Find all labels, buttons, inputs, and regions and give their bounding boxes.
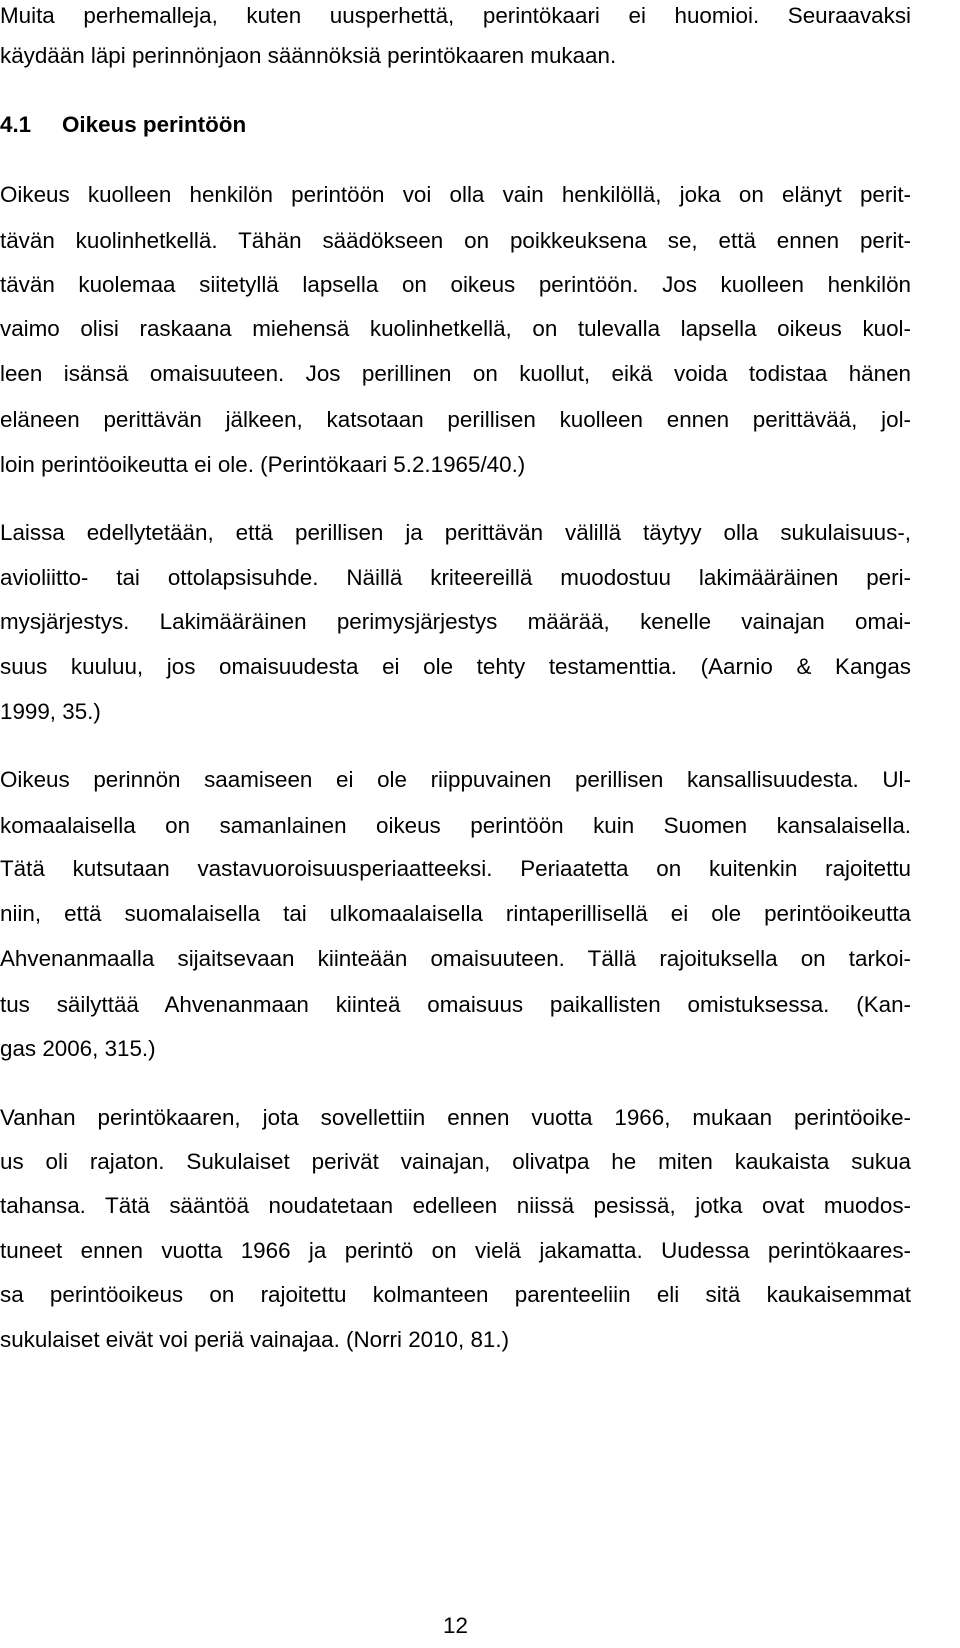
paragraph-line: gas 2006, 315.) [0,1036,156,1061]
paragraph-line: sa perintöoikeus on rajoitettu kolmanteen parenteeliin eli sitä kaukaisemmat [0,1282,911,1307]
paragraph-line: sukulaiset eivät voi periä vainajaa. (Norri 2010, 81.) [0,1327,510,1352]
paragraph-line: niin, että suomalaisella tai ulkomaalaisella rintaperillisellä ei ole perintöoikeutta [0,901,911,926]
paragraph-line: tävän kuolemaa siitetyllä lapsella on oikeus perintöön. Jos kuolleen henkilön [0,272,911,297]
paragraph-line: suus kuuluu, jos omaisuudesta ei ole tehty testamenttia. (Aarnio & Kangas [0,654,911,679]
paragraph-line: 1999, 35.) [0,699,101,724]
paragraph-line: loin perintöoikeutta ei ole. (Perintökaari 5.2.1965/40.) [0,452,526,477]
paragraph-line: Oikeus perinnön saamiseen ei ole riippuvainen perillisen kansallisuudesta. Ul- [0,767,911,792]
paragraph-line: tus säilyttää Ahvenanmaan kiinteä omaisuus paikallisten omistuksessa. (Kan- [0,992,911,1017]
paragraph-line: tahansa. Tätä sääntöä noudatetaan edelleen niissä pesissä, jotka ovat muodos- [0,1193,911,1218]
paragraph-line: Laissa edellytetään, että perillisen ja perittävän välillä täytyy olla sukulaisuus-, [0,520,911,545]
section-heading [0,110,246,140]
paragraph-line: Ahvenanmaalla sijaitsevaan kiinteään omaisuuteen. Tällä rajoituksella on tarkoi- [0,946,911,971]
paragraph-line: vaimo olisi raskaana miehensä kuolinhetkellä, on tulevalla lapsella oikeus kuol- [0,316,911,341]
paragraph-line: komaalaisella on samanlainen oikeus perintöön kuin Suomen kansalaisella. [0,813,911,838]
paragraph-line: us oli rajaton. Sukulaiset perivät vainajan, olivatpa he miten kaukaista sukua [0,1149,911,1174]
paragraph-line: Oikeus kuolleen henkilön perintöön voi olla vain henkilöllä, joka on elänyt perit- [0,182,911,207]
paragraph-line: avioliitto- tai ottolapsisuhde. Näillä kriteereillä muodostuu lakimääräinen peri- [0,565,911,590]
paragraph-line: tävän kuolinhetkellä. Tähän säädökseen on poikkeuksena se, että ennen perit- [0,228,911,253]
intro-line: käydään läpi perinnönjaon säännöksiä perintökaaren mukaan. [0,43,617,68]
paragraph-line: mysjärjestys. Lakimääräinen perimysjärjestys määrää, kenelle vainajan omai- [0,609,911,634]
section-number: 4.1 [0,112,32,137]
section-title: Oikeus perintöön [62,112,247,137]
paragraph-line: Tätä kutsutaan vastavuoroisuusperiaatteeksi. Periaatetta on kuitenkin rajoitettu [0,856,911,881]
paragraph-line: eläneen perittävän jälkeen, katsotaan perillisen kuolleen ennen perittävää, jol- [0,407,911,432]
intro-line: Muita perhemalleja, kuten uusperhettä, perintökaari ei huomioi. Seuraavaksi [0,3,911,28]
paragraph-line: tuneet ennen vuotta 1966 ja perintö on vielä jakamatta. Uudessa perintökaares- [0,1238,911,1263]
paragraph-line: leen isänsä omaisuuteen. Jos perillinen on kuollut, eikä voida todistaa hänen [0,361,911,386]
paragraph-line: Vanhan perintökaaren, jota sovellettiin ennen vuotta 1966, mukaan perintöoike- [0,1105,911,1130]
page-number: 12 [443,1613,468,1638]
